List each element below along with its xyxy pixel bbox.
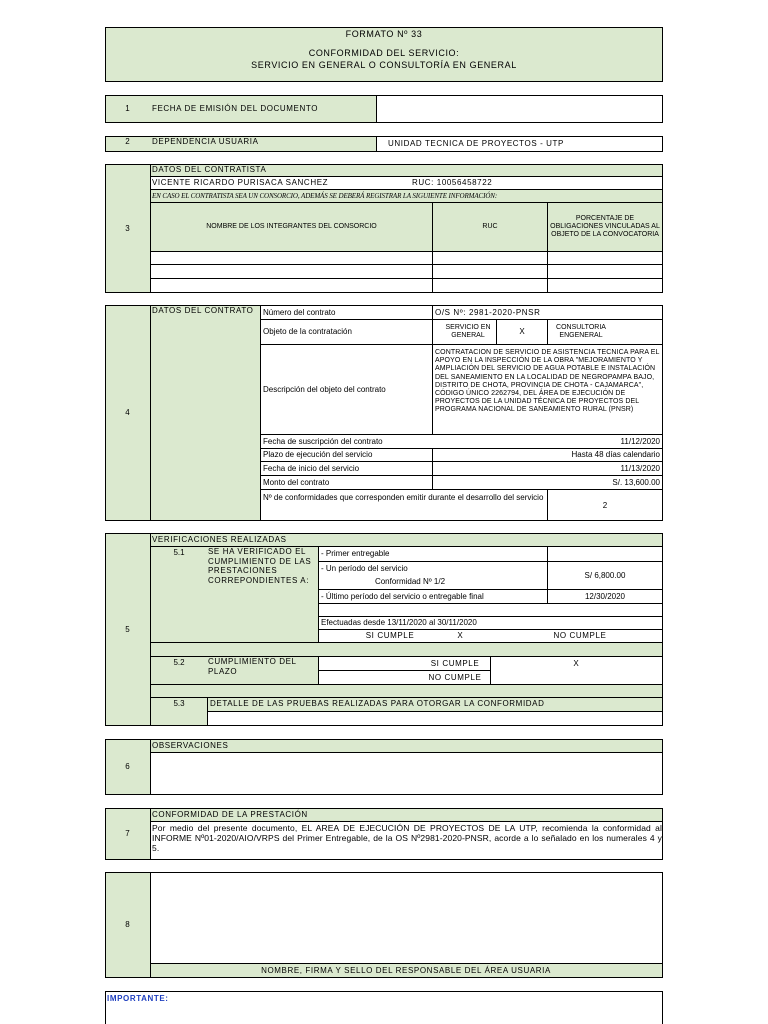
consultancy-option: CONSULTORIA ENGENERAL	[556, 323, 606, 339]
consortium-members-header: NOMBRE DE LOS INTEGRANTES DEL CONSORCIO	[206, 222, 377, 230]
description-label: Descripción del objeto del contrato	[263, 384, 386, 394]
format-number: FORMATO Nº 33	[345, 28, 423, 39]
section-2-number: 2	[125, 137, 130, 147]
form-title-line2: SERVICIO EN GENERAL O CONSULTORÍA EN GENERAL	[251, 60, 517, 71]
item-5-2-label: CUMPLIMIENTO DEL PLAZO	[208, 657, 297, 676]
contract-data-title: DATOS DEL CONTRATO	[152, 306, 254, 315]
conformity-count-value: 2	[602, 500, 608, 510]
item-5-1-number: 5.1	[173, 548, 185, 558]
execution-term-label: Plazo de ejecución del servicio	[263, 450, 373, 460]
period-amount: S/ 6,800.00	[584, 570, 626, 580]
complies-yes-mark[interactable]: X	[457, 631, 463, 641]
item-5-3-label: DETALLE DE LAS PRUEBAS REALIZADAS PARA OTORGAR LA CONFORMIDAD	[210, 699, 545, 709]
section-4-number: 4	[125, 408, 130, 418]
contractor-data-title: DATOS DEL CONTRATISTA	[152, 165, 267, 175]
performed-range: Efectuadas desde 13/11/2020 al 30/11/2020	[321, 618, 477, 628]
term-complies-yes-mark[interactable]: X	[573, 658, 579, 668]
contract-number-label: Número del contrato	[263, 307, 336, 317]
contract-object-label: Objeto de la contratación	[263, 327, 352, 337]
consortium-percentage-header: PORCENTAJE DE OBLIGACIONES VINCULADAS AL OBJETO DE LA CONVOCATORIA	[550, 214, 660, 239]
description-value: CONTRATACION DE SERVICIO DE ASISTENCIA TÉCNICA PARA EL APOYO EN LA INSPECCIÓN DE LA OBRA "MEJORAMIENTO Y AMPLIACIÓN DEL SERVICIO DE AGUA POTABLE E INSTALACIÓN DEL SANEAMIENTO EN LA LOCALIDAD DE NEGROPAMPA BAJO, DISTRITO DE CHOTA, PROVINCIA DE CHOTA - CAJAMARCA", CÓDIGO ÚNICO 2262794, DEL ÁREA DE EJECUCIÓN DE PROYECTOS DE LA UNIDAD TÉCNICA DE PROYECTOS DEL PROGRAMA NACIONAL DE SANEAMIENTO RURAL (PNSR)	[435, 349, 660, 414]
contract-number-value: O/S Nº: 2981-2020-PNSR	[435, 307, 541, 317]
start-date-value: 11/13/2020	[620, 463, 660, 473]
contractor-name: VICENTE RICARDO PURISACA SANCHEZ	[152, 178, 329, 188]
service-general-option: SERVICIO EN GENERAL	[445, 323, 491, 339]
final-period-label: - Último período del servicio o entregable final	[321, 591, 484, 601]
observations-title: OBSERVACIONES	[152, 740, 229, 750]
section-8-number: 8	[125, 920, 130, 930]
final-period-date: 12/30/2020	[584, 591, 626, 601]
dependency-value: UNIDAD TECNICA DE PROYECTOS - UTP	[388, 139, 564, 149]
section-5-number: 5	[125, 624, 130, 634]
contractor-ruc: RUC: 10056458722	[412, 178, 493, 188]
conformity-text: Por medio del presente documento, EL AREA DE EJECUCIÓN DE PROYECTOS DE LA UTP, recomienda la conformidad al INFORME Nº01-2020/AIO/VRPS del Primer Entregable, de la OS Nº2981-2020-PNSR, acorde a lo señalado en los numerales 4 y 5.	[152, 823, 662, 854]
service-general-mark: X	[519, 327, 525, 337]
execution-term-value: Hasta 48 días calendario	[571, 450, 660, 460]
section-6-number: 6	[125, 762, 130, 772]
first-deliverable-label: - Primer entregable	[321, 549, 390, 559]
emission-date-label: FECHA DE EMISIÓN DEL DOCUMENTO	[152, 104, 319, 114]
dependency-label: DEPENDENCIA USUARIA	[152, 137, 259, 147]
consortium-ruc-header: RUC	[482, 222, 498, 230]
complies-yes-label: SI CUMPLE	[365, 631, 415, 641]
complies-no-label: NO CUMPLE	[553, 631, 607, 641]
service-period-label: - Un período del servicio	[321, 563, 408, 573]
signature-area[interactable]	[151, 873, 662, 963]
sign-date-label: Fecha de suscripción del contrato	[263, 436, 383, 446]
verifications-title: VERIFICACIONES REALIZADAS	[152, 534, 287, 544]
contract-amount-label: Monto del contrato	[263, 477, 330, 487]
important-label: IMPORTANTE:	[107, 993, 169, 1003]
section-7-number: 7	[125, 829, 130, 839]
sign-date-value: 11/12/2020	[620, 436, 660, 446]
signature-label: NOMBRE, FIRMA Y SELLO DEL RESPONSABLE DEL ÁREA USUARIA	[261, 965, 551, 975]
form-title-line1: CONFORMIDAD DEL SERVICIO:	[308, 48, 460, 59]
item-5-3-number: 5.3	[173, 699, 185, 709]
term-complies-no-label: NO CUMPLE	[428, 672, 482, 682]
start-date-label: Fecha de inicio del servicio	[263, 463, 360, 473]
contract-amount-value: S/. 13,600.00	[612, 477, 660, 487]
emission-date-field[interactable]	[377, 96, 662, 122]
term-complies-yes-label: SI CUMPLE	[430, 658, 480, 668]
item-5-1-label: SE HA VERIFICADO EL CUMPLIMIENTO DE LAS PRESTACIONES CORREPONDIENTES A:	[208, 547, 312, 585]
conformity-count-label: Nº de conformidades que corresponden emitir durante el desarrollo del servicio	[263, 493, 544, 502]
section-3-number: 3	[125, 223, 130, 233]
conformity-title: CONFORMIDAD DE LA PRESTACIÓN	[152, 809, 308, 819]
section-1-number: 1	[125, 104, 130, 114]
consortium-note: EN CASO EL CONTRATISTA SEA UN CONSORCIO, ADEMÁS SE DEBERÁ REGISTRAR LA SIGUIENTE INFORMACIÓN:	[152, 191, 498, 200]
conformity-number: Conformidad Nº 1/2	[374, 576, 446, 586]
observations-field[interactable]	[151, 753, 662, 794]
item-5-2-number: 5.2	[173, 658, 185, 668]
